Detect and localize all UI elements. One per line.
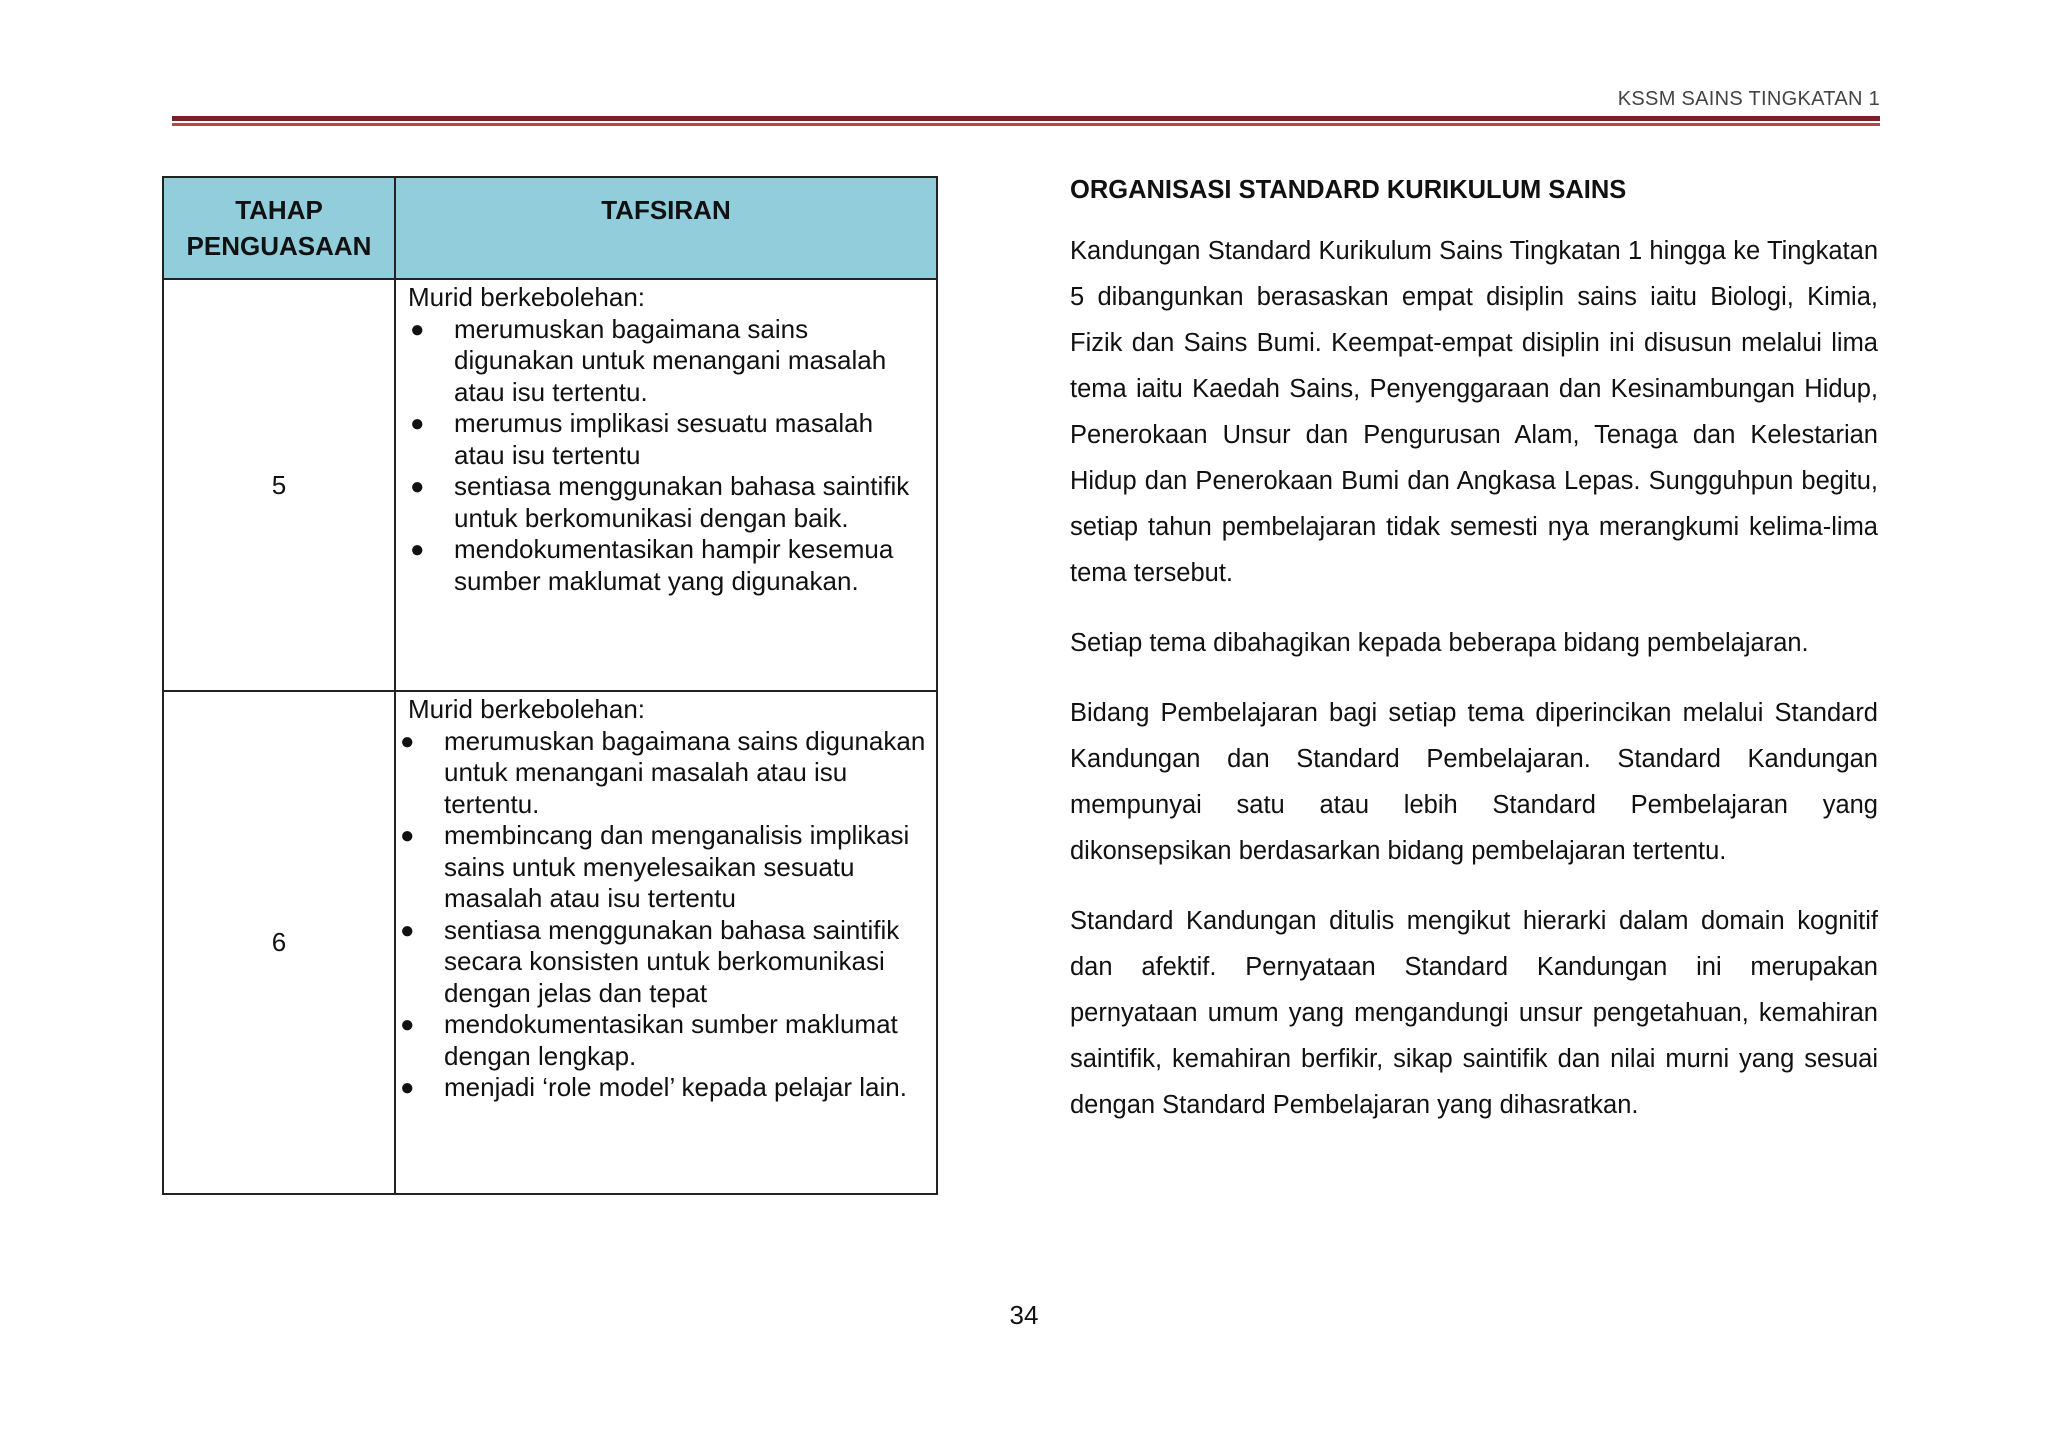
bullet-icon: ●: [400, 1074, 415, 1101]
bullet-icon: ●: [400, 727, 415, 755]
curriculum-organisation-section: [1070, 170, 1878, 1152]
running-header: KSSM SAINS TINGKATAN 1: [1617, 88, 1880, 110]
table-row: [163, 279, 937, 691]
list-item: [408, 534, 926, 597]
bullet-icon: ●: [410, 315, 425, 343]
bullet-icon: ●: [410, 536, 425, 563]
bullet-icon: ●: [400, 822, 415, 849]
mastery-level-table: [162, 176, 938, 1195]
body-paragraph: Setiap tema dibahagikan kepada beberapa bidang pembelajaran.: [1070, 629, 1809, 657]
list-item: [408, 408, 926, 471]
list-item-text: membincang dan menganalisis implikasi sains untuk menyelesaikan sesuatu masalah atau isu tertentu: [444, 820, 910, 913]
body-paragraph: Bidang Pembelajaran bagi setiap tema diperincikan melalui Standard Kandungan dan Standard Pembelajaran. Standard Kandungan mempunyai satu atau lebih Standard Pembelajaran yang dikonsepsikan berdasarkan bidang pembelajaran tertentu.: [1070, 699, 1878, 865]
interpretation-list: [400, 725, 926, 1104]
interpretation-intro: Murid berkebolehan:: [408, 694, 646, 724]
bullet-icon: ●: [400, 1011, 415, 1038]
list-item-text: mendokumentasikan hampir kesemua sumber maklumat yang digunakan.: [454, 534, 894, 596]
list-item-text: merumuskan bagaimana sains digunakan untuk menangani masalah atau isu tertentu.: [454, 313, 887, 407]
section-heading: ORGANISASI STANDARD KURIKULUM SAINS: [1070, 176, 1627, 204]
column-header-level: TAHAP PENGUASAAN: [163, 177, 395, 279]
body-paragraph: Standard Kandungan ditulis mengikut hierarki dalam domain kognitif dan afektif. Pernyataan Standard Kandungan ini merupakan pernyataan umum yang mengandungi unsur pengetahuan, kemahiran saintifik, kemahiran berfikir, sikap saintifik dan nilai murni yang sesuai dengan Standard Pembelajaran yang dihasratkan.: [1070, 907, 1878, 1119]
list-item-text: sentiasa menggunakan bahasa saintifik secara konsisten untuk berkomunikasi dengan jelas dan tepat: [444, 914, 900, 1008]
interpretation-cell: [395, 691, 937, 1194]
bullet-icon: ●: [410, 473, 425, 500]
list-item-text: mendokumentasikan sumber maklumat dengan lengkap.: [444, 1009, 898, 1071]
interpretation-list: [408, 314, 926, 598]
list-item-text: merumus implikasi sesuatu masalah atau isu tertentu: [454, 408, 874, 470]
body-paragraph: Kandungan Standard Kurikulum Sains Tingkatan 1 hingga ke Tingkatan 5 dibangunkan berasaskan empat disiplin sains iaitu Biologi, Kimia, Fizik dan Sains Bumi. Keempat-empat disiplin ini disusun melalui lima tema iaitu Kaedah Sains, Penyenggaraan dan Kesinambungan Hidup, Penerokaan Unsur dan Pengurusan Alam, Tenaga dan Kelestarian Hidup dan Penerokaan Bumi dan Angkasa Lepas. Sungguhpun begitu, setiap tahun pembelajaran tidak semesti nya merangkumi kelima-lima tema tersebut.: [1070, 237, 1878, 587]
level-cell: 6: [163, 691, 395, 1194]
list-item: [400, 725, 926, 821]
table-row: [163, 691, 937, 1194]
bullet-icon: ●: [410, 410, 425, 437]
list-item: [408, 314, 926, 409]
interpretation-cell: [395, 279, 937, 691]
list-item-text: menjadi ‘role model’ kepada pelajar lain.: [444, 1072, 907, 1102]
interpretation-intro: Murid berkebolehan:: [408, 282, 646, 312]
header-rule: [172, 116, 1880, 126]
list-item: [400, 1009, 926, 1072]
level-cell: 5: [163, 279, 395, 691]
list-item: [400, 914, 926, 1010]
list-item: [408, 471, 926, 534]
bullet-icon: ●: [400, 916, 415, 944]
list-item-text: merumuskan bagaimana sains digunakan untuk menangani masalah atau isu tertentu.: [444, 725, 926, 819]
page-number: 34: [1009, 1300, 1039, 1330]
list-item: [400, 1072, 926, 1104]
column-header-interpretation: TAFSIRAN: [395, 177, 937, 279]
list-item-text: sentiasa menggunakan bahasa saintifik untuk berkomunikasi dengan baik.: [454, 471, 910, 533]
list-item: [400, 820, 926, 915]
table-header-row: [163, 177, 937, 279]
